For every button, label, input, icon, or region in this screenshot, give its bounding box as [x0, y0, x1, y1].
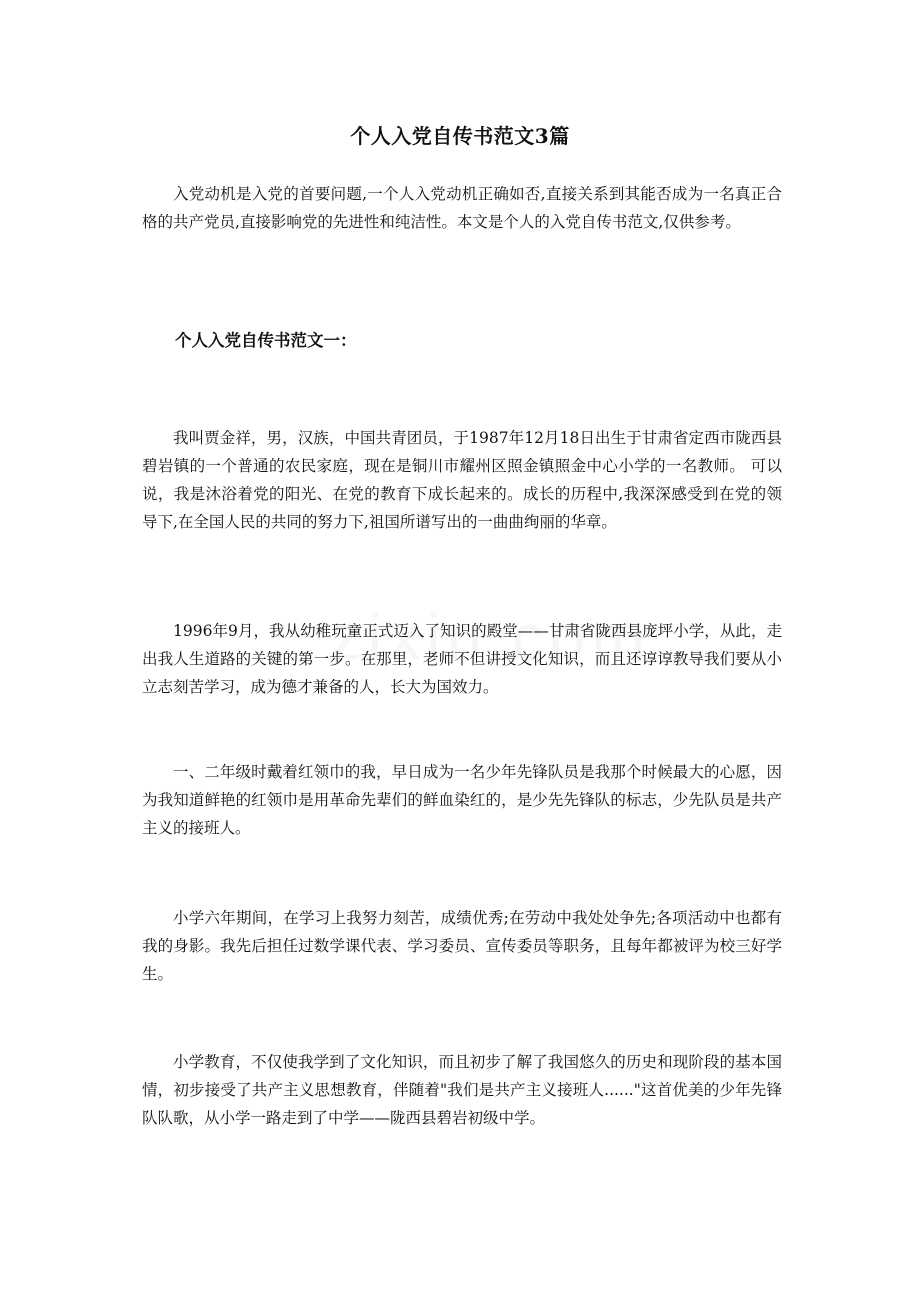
body-paragraph-1: 我叫贾金祥，男，汉族，中国共青团员，于1987年12月18日出生于甘肃省定西市陇西县碧岩镇的一个普通的农民家庭，现在是铜川市耀州区照金镇照金中心小学的一名教师。 可以说，我是沐浴着党的阳光、在党的教育下成长起来的。成长的历程中,我深深感受到在党的领导下,在全国人民的共同的努力下,祖国所谱写出的一曲曲绚丽的华章。 [142, 429, 782, 531]
body-paragraph-3: 一、二年级时戴着红领巾的我，早日成为一名少年先锋队员是我那个时候最大的心愿，因为我知道鲜艳的红领巾是用革命先辈们的鲜血染红的，是少先先锋队的标志，少先队员是共产主义的接班人。 [142, 763, 782, 837]
body-paragraph-2: 1996年9月，我从幼稚玩童正式迈入了知识的殿堂——甘肃省陇西县庞坪小学，从此，走出我人生道路的关键的第一步。在那里，老师不但讲授文化知识，而且还谆谆教导我们要从小立志刻苦学习，成为德才兼备的人，长大为国效力。 [142, 622, 782, 696]
body-paragraph-4: 小学六年期间，在学习上我努力刻苦，成绩优秀;在劳动中我处处争先;各项活动中也都有我的身影。我先后担任过数学课代表、学习委员、宣传委员等职务，且每年都被评为校三好学生。 [142, 909, 782, 983]
intro-paragraph: 入党动机是入党的首要问题,一个人入党动机正确如否,直接关系到其能否成为一名真正合格的共产党员,直接影响党的先进性和纯洁性。本文是个人的入党自传书范文,仅供参考。 [142, 185, 782, 231]
document-title: 个人入党自传书范文3篇 [350, 124, 570, 148]
body-paragraph-5: 小学教育，不仅使我学到了文化知识，而且初步了解了我国悠久的历史和现阶段的基本国情，初步接受了共产主义思想教育，伴随着"我们是共产主义接班人......"这首优美的少年先锋队队歌，从小学一路走到了中学——陇西县碧岩初级中学。 [142, 1053, 782, 1127]
section-heading: 个人入党自传书范文一： [175, 331, 357, 350]
